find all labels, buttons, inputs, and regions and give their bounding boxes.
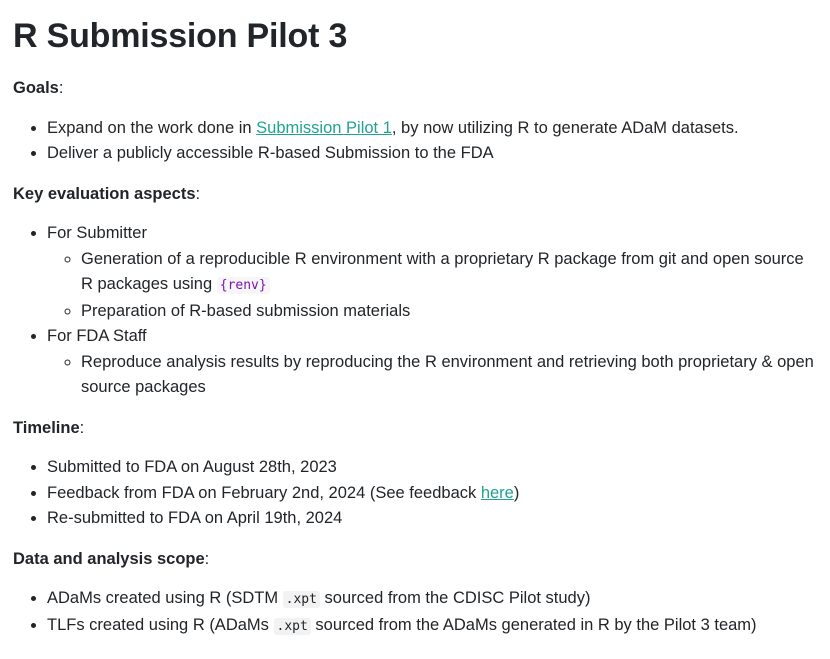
renv-code: {renv} (217, 277, 270, 294)
timeline-item-1: • Submitted to FDA on August 28th, 2023 (47, 455, 820, 481)
scope-item-2 (47, 613, 820, 640)
submitter-sublist (47, 247, 820, 325)
submitter-sub-item-1 (81, 247, 820, 299)
scope-list (13, 586, 820, 639)
scope-heading-text: Data and analysis scope (13, 549, 205, 568)
fda-staff-sub-item-1: ◦ Reproduce analysis results by reproducing the R environment and retrieving both proprietary & open source packages (81, 350, 820, 401)
scope-item-1-after: sourced from the CDISC Pilot study) (319, 589, 591, 607)
submitter-item (47, 221, 820, 324)
goals-item-2: • Deliver a publicly accessible R-based Submission to the FDA (47, 141, 820, 167)
goals-heading: Goals: (13, 79, 64, 97)
timeline-item-2 (47, 481, 820, 507)
timeline-heading: Timeline: (13, 418, 85, 437)
goals-list (13, 116, 820, 167)
timeline-heading-text: Timeline (13, 418, 80, 437)
key-aspects-list (13, 221, 820, 401)
xpt-code-2: .xpt (274, 618, 311, 635)
xpt-code-1: .xpt (283, 591, 320, 608)
fda-staff-sublist (47, 350, 820, 401)
timeline-item-3: • Re-submitted to FDA on April 19th, 2024 (47, 506, 820, 532)
goals-item-1 (47, 116, 820, 142)
scope-item-1 (47, 586, 820, 613)
fda-staff-item (47, 324, 820, 401)
goals-heading-text: Goals (13, 79, 59, 97)
scope-item-1-before: ADaMs created using R (SDTM (47, 589, 283, 607)
timeline-item-2-after: ) (513, 483, 520, 502)
timeline-list (13, 455, 820, 532)
goals-item-1-before: Expand on the work done in (47, 118, 257, 137)
goals-item-1-after: , by now utilizing R to generate ADaM datasets. (391, 118, 739, 137)
key-aspects-heading: Key evaluation aspects: (13, 184, 201, 203)
submission-pilot-1-link[interactable]: Submission Pilot 1 (256, 118, 392, 137)
submitter-sub-item-1-text: Generation of a reproducible R environment with a proprietary R package from git and open source R packages using (81, 249, 804, 293)
key-aspects-heading-text: Key evaluation aspects (13, 184, 196, 203)
fda-staff-label: For FDA Staff (47, 327, 147, 345)
submitter-label: For Submitter (47, 224, 147, 242)
scope-item-2-before: TLFs created using R (ADaMs (47, 615, 274, 634)
scope-heading: Data and analysis scope: (13, 549, 210, 568)
scope-item-2-after: sourced from the ADaMs generated in R by the Pilot 3 team) (310, 615, 757, 634)
timeline-item-2-before: Feedback from FDA on February 2nd, 2024 (See feedback (47, 483, 481, 502)
feedback-here-link[interactable]: here (480, 483, 514, 502)
page-title: R Submission Pilot 3 (13, 17, 348, 55)
submitter-sub-item-2: ◦ Preparation of R-based submission materials (81, 299, 820, 325)
